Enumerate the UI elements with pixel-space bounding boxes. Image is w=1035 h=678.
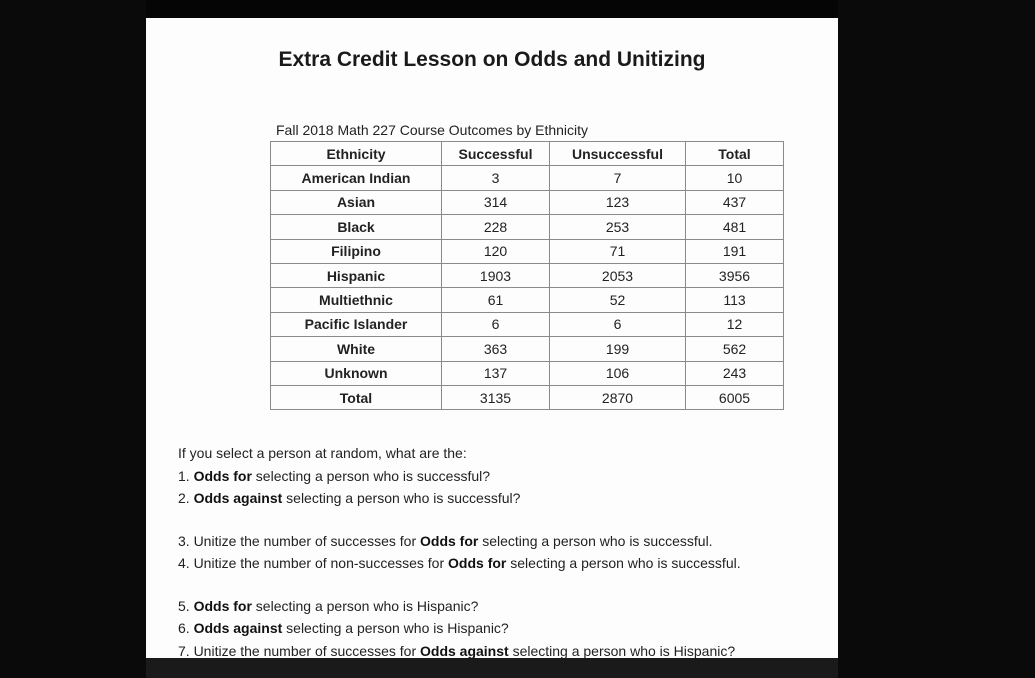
question-1 [178,465,828,488]
table-row [271,263,784,287]
table-row [271,215,784,239]
table-header-row [271,142,784,166]
cell-ethnicity: Unknown [271,361,442,385]
question-prefix: 5. [178,597,194,614]
question-suffix: selecting a person who is Hispanic? [508,642,736,658]
question-suffix: selecting a person who is successful? [282,490,521,506]
question-suffix: selecting a person who is successful? [251,467,491,484]
cell-total: 481 [686,215,784,239]
cell-successful: 314 [442,190,550,214]
table-row [271,312,784,336]
cell-unsuccessful: 199 [550,337,686,361]
cell-successful: 228 [442,215,550,239]
question-emphasis: Odds for [448,555,507,571]
cell-ethnicity: Filipino [271,239,442,263]
cell-total: 243 [686,361,784,385]
question-2 [178,487,828,510]
cell-ethnicity: Pacific Islander [271,312,442,336]
table-row [271,361,784,385]
cell-unsuccessful: 2053 [550,263,686,287]
question-5 [178,595,828,618]
top-black-bar [146,0,838,18]
document-title: Extra Credit Lesson on Odds and Unitizing [278,48,706,71]
cell-ethnicity: Black [271,215,442,239]
table-total-row [271,385,784,409]
cell-unsuccessful: 7 [550,166,686,190]
cell-total: 10 [686,166,784,190]
table-caption: Fall 2018 Math 227 Course Outcomes by Ethnicity [276,122,589,138]
question-prefix: 7. Unitize the number of successes for [178,642,420,658]
table-row [271,337,784,361]
cell-ethnicity: Hispanic [271,263,442,287]
spacer [178,575,828,595]
question-prefix: 3. Unitize the number of successes for [178,532,420,549]
cell-successful: 61 [442,288,550,312]
question-prefix: 2. [178,490,194,506]
bottom-dark-bar [146,658,838,678]
cell-total: 12 [686,312,784,336]
question-4 [178,552,828,575]
question-prefix: 4. Unitize the number of non-successes for [178,555,449,571]
cell-unsuccessful: 106 [550,361,686,385]
question-emphasis: Odds against [193,490,283,506]
cell-successful: 6 [442,312,550,336]
question-suffix: selecting a person who is successful. [506,555,741,571]
cell-ethnicity: White [271,337,442,361]
cell-total: 562 [686,337,784,361]
spacer [178,510,828,530]
questions-intro: If you select a person at random, what are the: [178,445,467,461]
question-suffix: selecting a person who is successful. [478,532,713,549]
document-page [146,18,838,658]
question-emphasis: Odds for [420,532,479,549]
cell-unsuccessful: 6 [550,312,686,336]
outcomes-table [270,141,784,410]
question-emphasis: Odds against [193,620,283,636]
question-6 [178,617,828,640]
table-row [271,190,784,214]
table-row [271,166,784,190]
cell-successful: 3135 [442,385,550,409]
cell-successful: 1903 [442,263,550,287]
question-suffix: selecting a person who is Hispanic? [251,597,479,614]
cell-ethnicity: Total [271,385,442,409]
questions-block [178,442,828,658]
question-prefix: 6. [178,620,194,636]
table-row [271,288,784,312]
header-successful: Successful [442,142,550,166]
cell-successful: 363 [442,337,550,361]
question-prefix: 1. [178,467,194,484]
question-emphasis: Odds for [193,467,252,484]
cell-unsuccessful: 2870 [550,385,686,409]
cell-unsuccessful: 253 [550,215,686,239]
cell-ethnicity: American Indian [271,166,442,190]
question-7 [178,640,828,659]
cell-ethnicity: Asian [271,190,442,214]
cell-total: 3956 [686,263,784,287]
cell-successful: 3 [442,166,550,190]
cell-total: 113 [686,288,784,312]
cell-ethnicity: Multiethnic [271,288,442,312]
cell-total: 191 [686,239,784,263]
question-3 [178,530,828,553]
cell-unsuccessful: 71 [550,239,686,263]
header-unsuccessful: Unsuccessful [550,142,686,166]
cell-unsuccessful: 52 [550,288,686,312]
cell-total: 437 [686,190,784,214]
table-row [271,239,784,263]
question-emphasis: Odds for [193,597,252,614]
question-emphasis: Odds against [420,642,509,658]
header-total: Total [686,142,784,166]
header-ethnicity: Ethnicity [271,142,442,166]
question-suffix: selecting a person who is Hispanic? [282,620,509,636]
cell-unsuccessful: 123 [550,190,686,214]
cell-total: 6005 [686,385,784,409]
cell-successful: 120 [442,239,550,263]
cell-successful: 137 [442,361,550,385]
